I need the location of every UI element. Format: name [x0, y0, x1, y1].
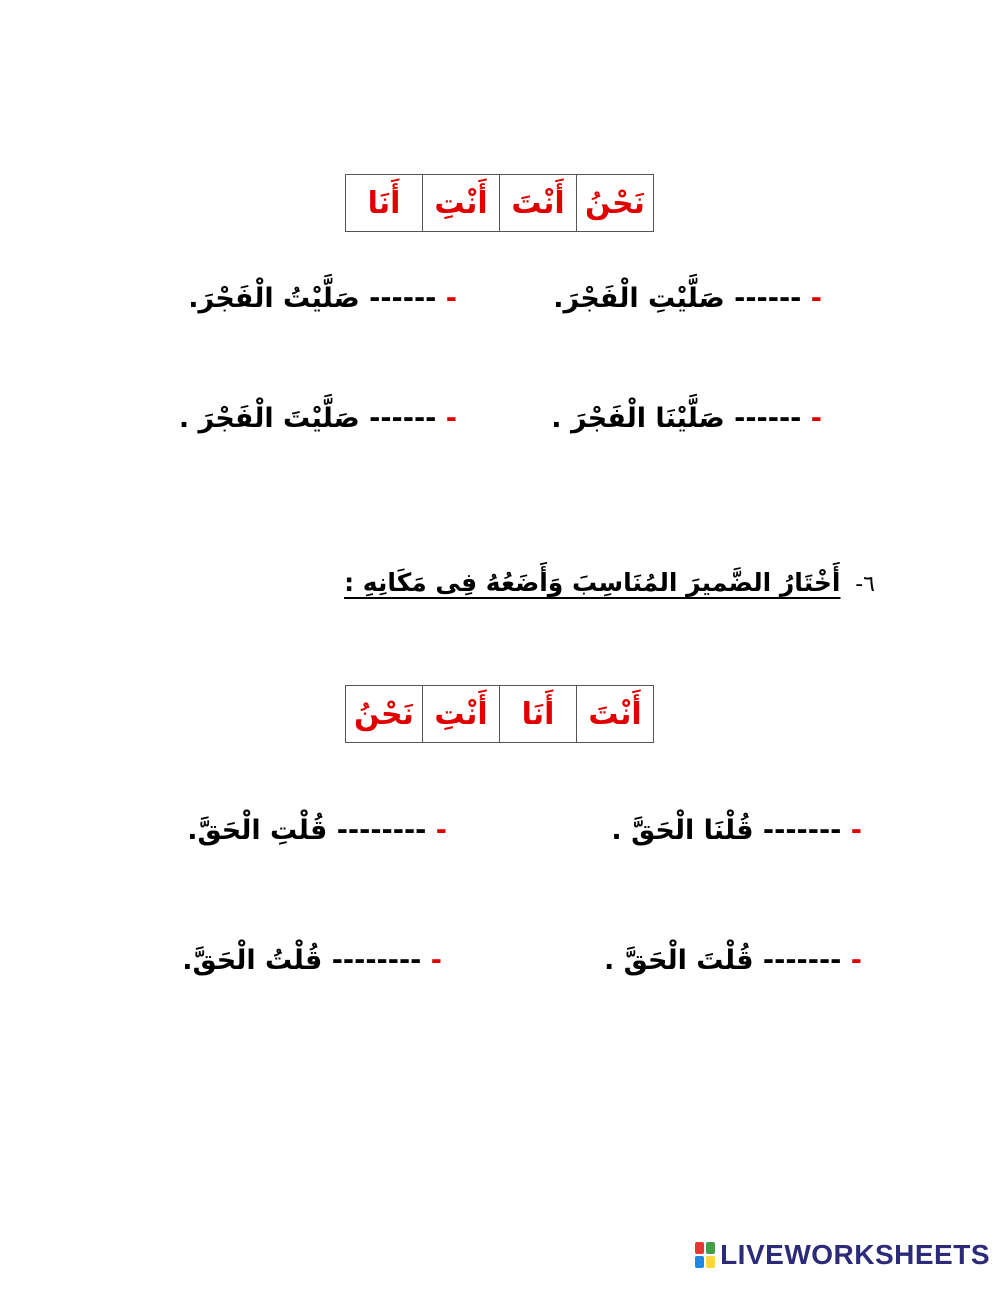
sentence-text: ------ صَلَّيْنَا الْفَجْرَ .: [551, 403, 802, 434]
dash-marker: -: [810, 283, 822, 314]
sentence-line: [188, 283, 457, 314]
pronoun-cell: نَحْنُ: [577, 175, 654, 232]
sentence-line: [611, 815, 862, 846]
dash-marker: -: [850, 815, 862, 846]
pronoun-cell: أَنْتَ: [577, 686, 654, 743]
watermark-text: LIVEWORKSHEETS: [720, 1239, 990, 1270]
sentence-text: ------ صَلَّيْتَ الْفَجْرَ .: [178, 403, 437, 434]
sentence-line: [551, 403, 822, 434]
liveworksheets-logo-icon: [695, 1242, 715, 1268]
pronoun-cell: نَحْنُ: [346, 686, 423, 743]
exercise-instruction: أَخْتَارُ الضَّميرَ المُنَاسِبَ وَأَضَعُهُ فِى مَكَانِهِ :: [344, 568, 841, 597]
liveworksheets-watermark: [695, 1239, 990, 1271]
sentence-line: [553, 283, 822, 314]
exercise-number: ٦-: [855, 572, 875, 597]
sentence-text: ------ صَلَّيْتِ الْفَجْرَ.: [553, 283, 802, 314]
sentence-line: [187, 815, 447, 846]
sentence-line: [604, 945, 862, 976]
dash-marker: -: [445, 403, 457, 434]
dash-marker: -: [445, 283, 457, 314]
sentence-text: -------- قُلْتُ الْحَقَّ.: [182, 945, 422, 976]
sentence-text: ------ صَلَّيْتُ الْفَجْرَ.: [188, 283, 437, 314]
dash-marker: -: [850, 945, 862, 976]
dash-marker: -: [810, 403, 822, 434]
dash-marker: -: [430, 945, 442, 976]
exercise-heading: [344, 568, 875, 597]
sentence-text: ------- قُلْتَ الْحَقَّ .: [604, 945, 842, 976]
dash-marker: -: [435, 815, 447, 846]
pronoun-cell: أَنَا: [500, 686, 577, 743]
pronoun-cell: أَنْتِ: [423, 686, 500, 743]
logo-square: [695, 1256, 704, 1268]
sentence-line: [182, 945, 442, 976]
pronoun-cell: أَنْتِ: [423, 175, 500, 232]
sentence-text: -------- قُلْتِ الْحَقَّ.: [187, 815, 427, 846]
pronoun-cell: أَنْتَ: [500, 175, 577, 232]
logo-square: [706, 1242, 715, 1254]
logo-square: [706, 1256, 715, 1268]
sentence-line: [179, 403, 457, 434]
pronoun-cell: أَنَا: [346, 175, 423, 232]
sentence-text: ------- قُلْنَا الْحَقَّ .: [611, 815, 842, 846]
pronoun-table-1: [345, 174, 654, 232]
pronoun-table-2: [345, 685, 654, 743]
logo-square: [695, 1242, 704, 1254]
